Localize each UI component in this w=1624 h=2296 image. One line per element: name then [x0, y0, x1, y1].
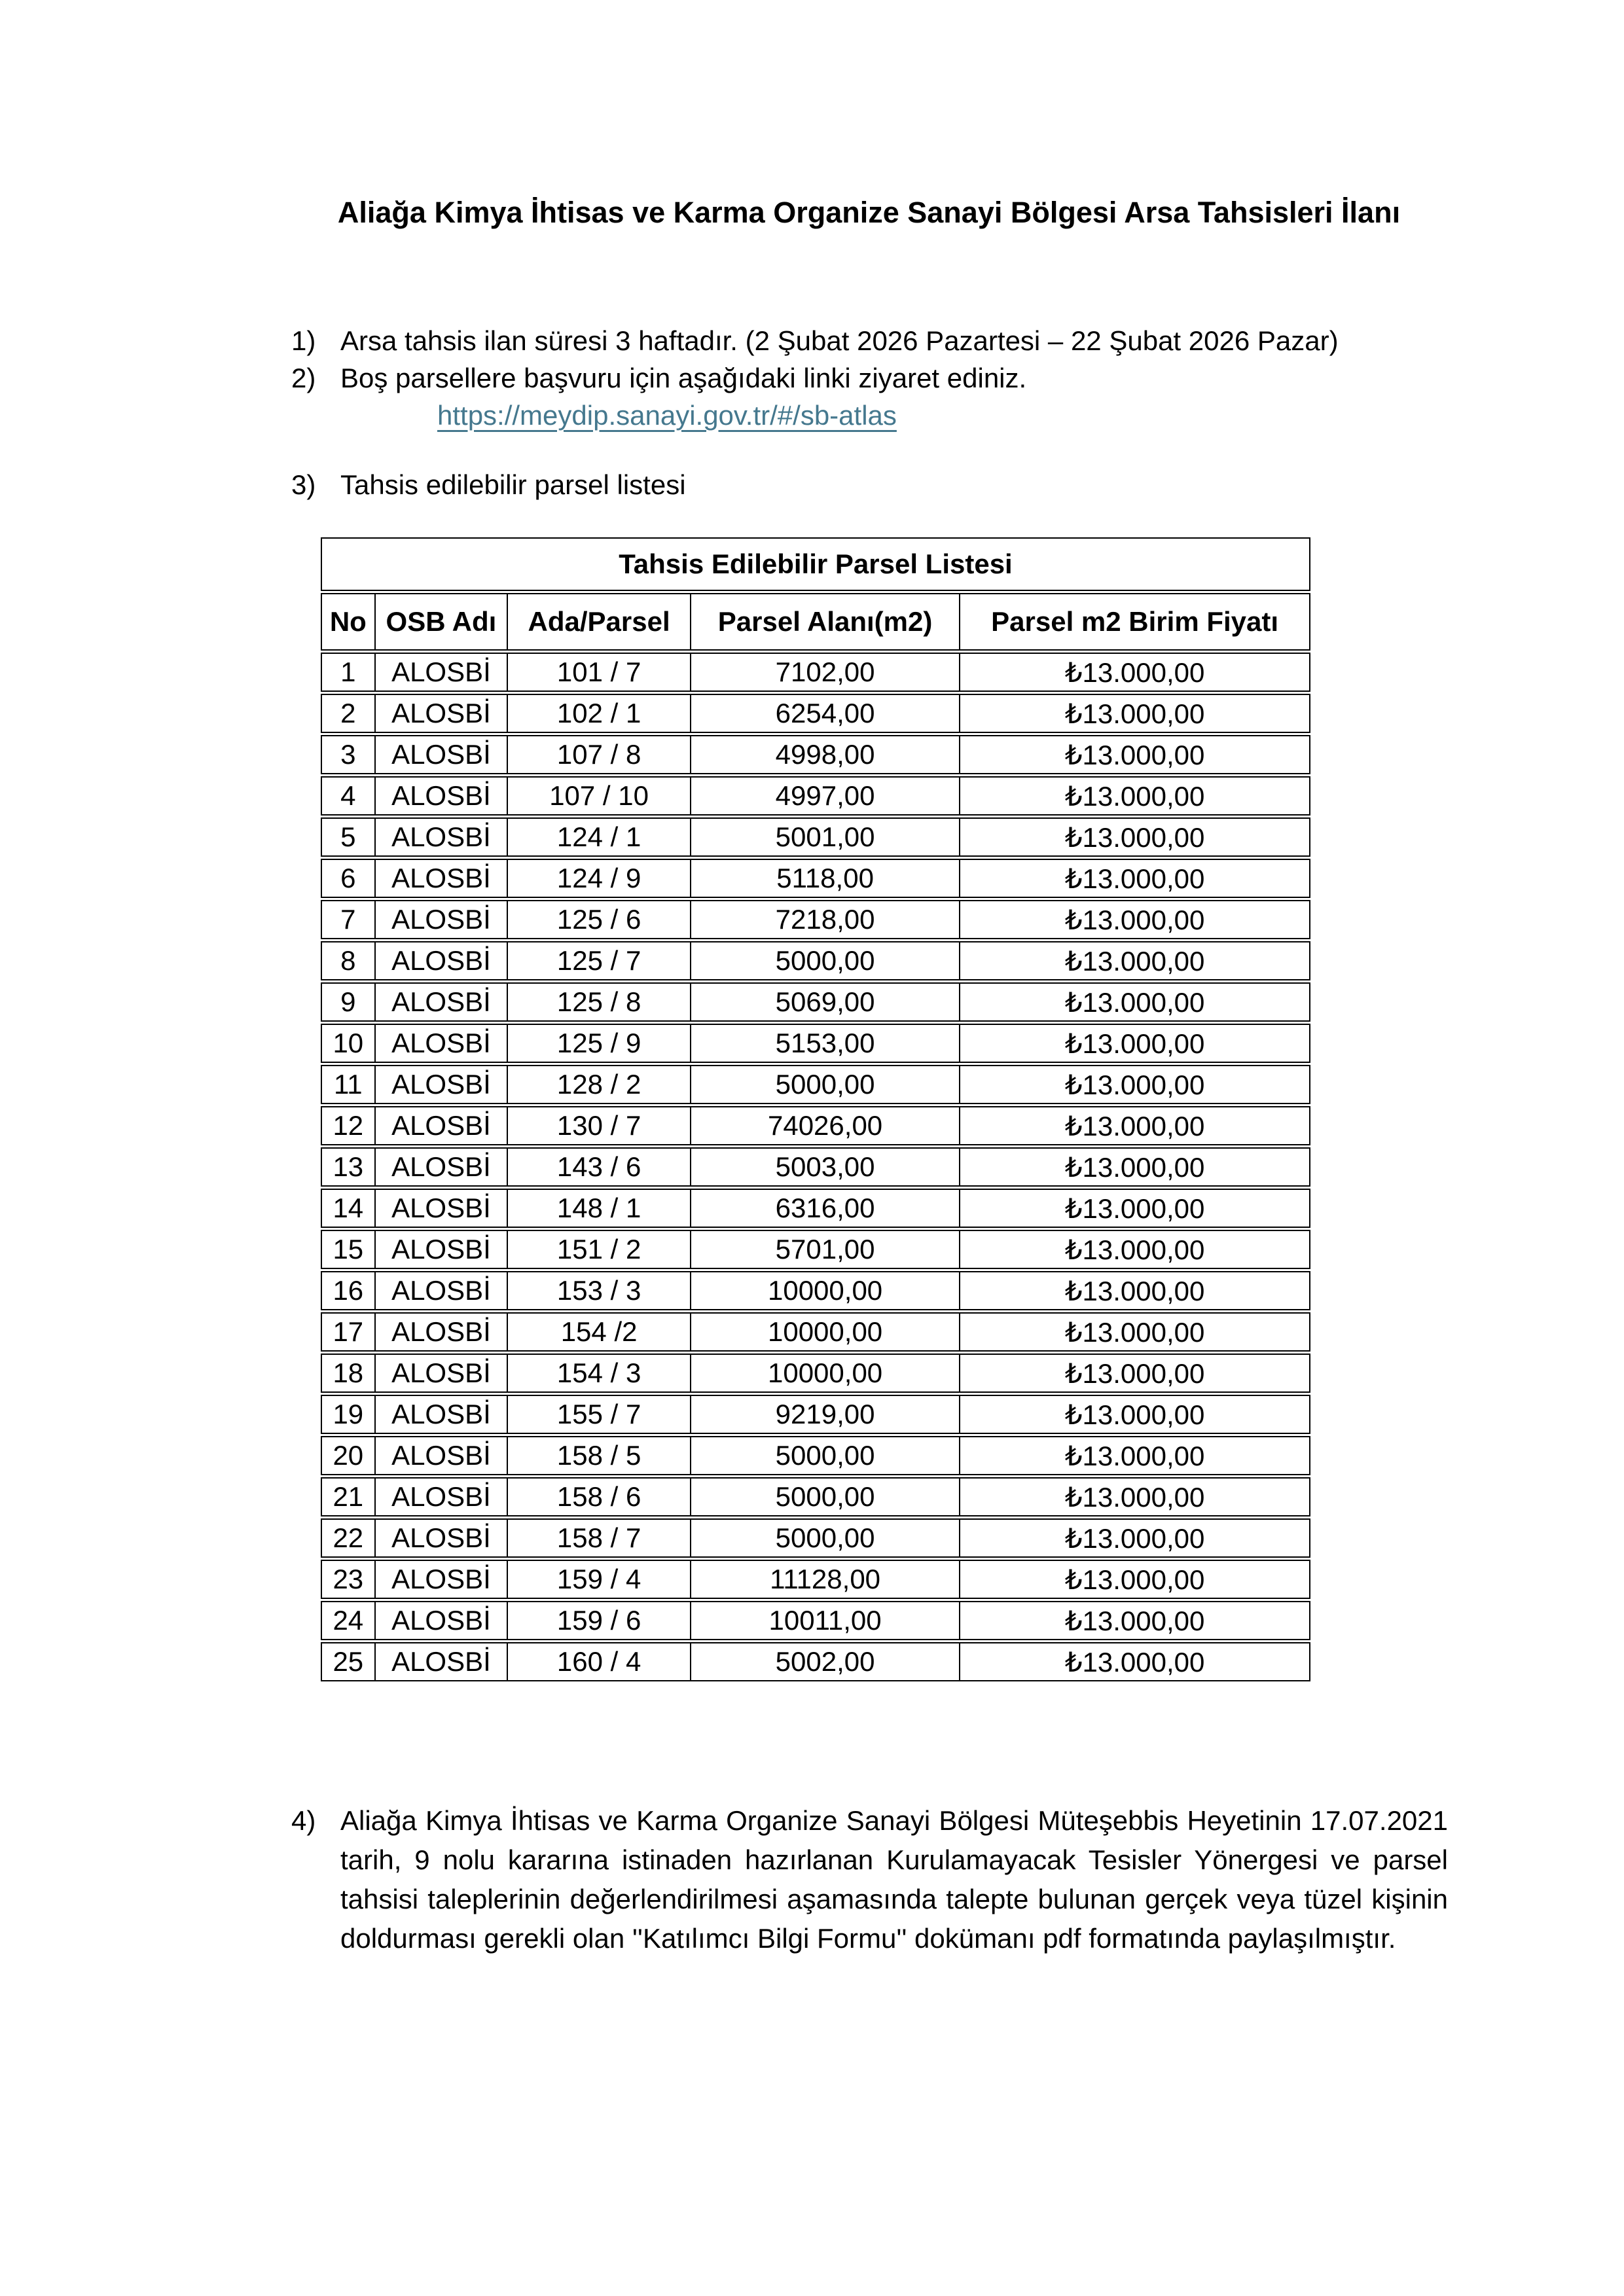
header-no: No [321, 593, 374, 651]
table-row [321, 941, 1310, 980]
cell-alan: 5000,00 [690, 1436, 959, 1475]
cell-alan: 5000,00 [690, 941, 959, 980]
cell-alan: 4998,00 [690, 735, 959, 774]
cell-ada: 158 / 5 [507, 1436, 690, 1475]
cell-no: 4 [321, 776, 374, 816]
cell-alan: 4997,00 [690, 776, 959, 816]
cell-osb: ALOSBİ [374, 776, 507, 816]
cell-osb: ALOSBİ [374, 941, 507, 980]
cell-osb: ALOSBİ [374, 735, 507, 774]
cell-fiyat: ₺13.000,00 [959, 1477, 1310, 1516]
cell-alan: 11128,00 [690, 1560, 959, 1599]
cell-fiyat: ₺13.000,00 [959, 653, 1310, 692]
cell-fiyat: ₺13.000,00 [959, 1147, 1310, 1187]
cell-fiyat: ₺13.000,00 [959, 941, 1310, 980]
header-parsel-alani: Parsel Alanı(m2) [690, 593, 959, 651]
cell-ada: 107 / 8 [507, 735, 690, 774]
cell-alan: 10011,00 [690, 1601, 959, 1640]
table-row [321, 1560, 1310, 1599]
cell-fiyat: ₺13.000,00 [959, 900, 1310, 939]
cell-osb: ALOSBİ [374, 1189, 507, 1228]
cell-no: 25 [321, 1642, 374, 1681]
header-osb-adi: OSB Adı [374, 593, 507, 651]
cell-alan: 7102,00 [690, 653, 959, 692]
cell-osb: ALOSBİ [374, 1601, 507, 1640]
table-row [321, 982, 1310, 1022]
cell-ada: 128 / 2 [507, 1065, 690, 1104]
cell-osb: ALOSBİ [374, 1106, 507, 1145]
cell-osb: ALOSBİ [374, 1024, 507, 1063]
cell-fiyat: ₺13.000,00 [959, 1271, 1310, 1310]
cell-no: 16 [321, 1271, 374, 1310]
table-row [321, 1518, 1310, 1558]
header-birim-fiyati: Parsel m2 Birim Fiyatı [959, 593, 1310, 651]
table-row [321, 1642, 1310, 1681]
cell-alan: 7218,00 [690, 900, 959, 939]
cell-ada: 148 / 1 [507, 1189, 690, 1228]
cell-fiyat: ₺13.000,00 [959, 1642, 1310, 1681]
cell-ada: 124 / 9 [507, 859, 690, 898]
list-item-3 [291, 466, 1448, 503]
list-item-4 [291, 1801, 1448, 1958]
cell-osb: ALOSBİ [374, 1147, 507, 1187]
table-row [321, 1312, 1310, 1352]
cell-alan: 5000,00 [690, 1477, 959, 1516]
cell-osb: ALOSBİ [374, 653, 507, 692]
cell-ada: 107 / 10 [507, 776, 690, 816]
cell-no: 23 [321, 1560, 374, 1599]
list-item-1-text: Arsa tahsis ilan süresi 3 haftadır. (2 Şubat 2026 Pazartesi – 22 Şubat 2026 Pazar) [340, 325, 1339, 356]
cell-alan: 5153,00 [690, 1024, 959, 1063]
table-header-row [321, 593, 1310, 651]
cell-no: 8 [321, 941, 374, 980]
application-link[interactable]: https://meydip.sanayi.gov.tr/#/sb-atlas [437, 400, 897, 431]
cell-no: 9 [321, 982, 374, 1022]
table-row [321, 1106, 1310, 1145]
cell-no: 1 [321, 653, 374, 692]
table-row [321, 735, 1310, 774]
cell-fiyat: ₺13.000,00 [959, 1354, 1310, 1393]
cell-alan: 5001,00 [690, 817, 959, 857]
cell-fiyat: ₺13.000,00 [959, 1560, 1310, 1599]
cell-no: 20 [321, 1436, 374, 1475]
cell-ada: 102 / 1 [507, 694, 690, 733]
cell-no: 14 [321, 1189, 374, 1228]
table-row [321, 900, 1310, 939]
cell-ada: 158 / 6 [507, 1477, 690, 1516]
cell-osb: ALOSBİ [374, 694, 507, 733]
cell-alan: 10000,00 [690, 1312, 959, 1352]
parcel-table-container [321, 535, 1310, 1683]
table-row [321, 1024, 1310, 1063]
cell-fiyat: ₺13.000,00 [959, 1189, 1310, 1228]
cell-fiyat: ₺13.000,00 [959, 1436, 1310, 1475]
table-row [321, 694, 1310, 733]
cell-ada: 154 / 3 [507, 1354, 690, 1393]
cell-osb: ALOSBİ [374, 982, 507, 1022]
table-title: Tahsis Edilebilir Parsel Listesi [321, 537, 1310, 591]
list-item-2-number: 2) [291, 363, 316, 393]
cell-osb: ALOSBİ [374, 1230, 507, 1269]
table-title-row [321, 537, 1310, 591]
cell-ada: 125 / 8 [507, 982, 690, 1022]
cell-ada: 101 / 7 [507, 653, 690, 692]
table-row [321, 1230, 1310, 1269]
table-row [321, 1065, 1310, 1104]
cell-alan: 6254,00 [690, 694, 959, 733]
cell-no: 17 [321, 1312, 374, 1352]
cell-alan: 5003,00 [690, 1147, 959, 1187]
cell-osb: ALOSBİ [374, 1642, 507, 1681]
cell-ada: 154 /2 [507, 1312, 690, 1352]
cell-alan: 74026,00 [690, 1106, 959, 1145]
cell-osb: ALOSBİ [374, 1560, 507, 1599]
cell-fiyat: ₺13.000,00 [959, 817, 1310, 857]
table-row [321, 1601, 1310, 1640]
cell-no: 15 [321, 1230, 374, 1269]
cell-osb: ALOSBİ [374, 859, 507, 898]
cell-ada: 130 / 7 [507, 1106, 690, 1145]
cell-osb: ALOSBİ [374, 1477, 507, 1516]
cell-osb: ALOSBİ [374, 1312, 507, 1352]
list-item-2 [291, 359, 1448, 397]
cell-fiyat: ₺13.000,00 [959, 982, 1310, 1022]
cell-fiyat: ₺13.000,00 [959, 1518, 1310, 1558]
cell-ada: 159 / 4 [507, 1560, 690, 1599]
page-title: Aliağa Kimya İhtisas ve Karma Organize Sanayi Bölgesi Arsa Tahsisleri İlanı [337, 196, 1401, 229]
cell-fiyat: ₺13.000,00 [959, 776, 1310, 816]
cell-ada: 159 / 6 [507, 1601, 690, 1640]
table-row [321, 1189, 1310, 1228]
cell-alan: 5000,00 [690, 1518, 959, 1558]
cell-no: 11 [321, 1065, 374, 1104]
cell-ada: 124 / 1 [507, 817, 690, 857]
cell-ada: 125 / 7 [507, 941, 690, 980]
parcel-table [321, 535, 1310, 1683]
cell-alan: 5002,00 [690, 1642, 959, 1681]
cell-alan: 5118,00 [690, 859, 959, 898]
cell-no: 21 [321, 1477, 374, 1516]
cell-ada: 153 / 3 [507, 1271, 690, 1310]
table-row [321, 859, 1310, 898]
cell-no: 24 [321, 1601, 374, 1640]
table-row [321, 1271, 1310, 1310]
cell-fiyat: ₺13.000,00 [959, 1106, 1310, 1145]
application-link-line [437, 397, 897, 434]
cell-osb: ALOSBİ [374, 1271, 507, 1310]
cell-no: 3 [321, 735, 374, 774]
cell-ada: 125 / 9 [507, 1024, 690, 1063]
cell-no: 12 [321, 1106, 374, 1145]
cell-no: 6 [321, 859, 374, 898]
table-row [321, 1436, 1310, 1475]
parcel-table-body [321, 653, 1310, 1681]
list-item-3-text: Tahsis edilebilir parsel listesi [340, 469, 686, 500]
cell-no: 18 [321, 1354, 374, 1393]
cell-alan: 9219,00 [690, 1395, 959, 1434]
cell-ada: 155 / 7 [507, 1395, 690, 1434]
cell-osb: ALOSBİ [374, 817, 507, 857]
cell-no: 10 [321, 1024, 374, 1063]
cell-no: 2 [321, 694, 374, 733]
cell-alan: 5000,00 [690, 1065, 959, 1104]
cell-ada: 143 / 6 [507, 1147, 690, 1187]
table-row [321, 1147, 1310, 1187]
cell-fiyat: ₺13.000,00 [959, 1312, 1310, 1352]
table-row [321, 1395, 1310, 1434]
cell-no: 7 [321, 900, 374, 939]
cell-osb: ALOSBİ [374, 1354, 507, 1393]
list-item-4-number: 4) [291, 1805, 316, 1836]
cell-fiyat: ₺13.000,00 [959, 694, 1310, 733]
cell-fiyat: ₺13.000,00 [959, 1230, 1310, 1269]
cell-no: 22 [321, 1518, 374, 1558]
cell-alan: 5069,00 [690, 982, 959, 1022]
table-row [321, 1354, 1310, 1393]
cell-fiyat: ₺13.000,00 [959, 1601, 1310, 1640]
cell-alan: 5701,00 [690, 1230, 959, 1269]
list-item-4-text: Aliağa Kimya İhtisas ve Karma Organize Sanayi Bölgesi Müteşebbis Heyetinin 17.07.2021 tarih, 9 nolu kararına istinaden hazırlanan Kurulamayacak Tesisler Yönergesi ve parsel tahsisi taleplerinin değerlendirilmesi aşamasında talepte bulunan gerçek veya tüzel kişinin doldurması gerekli olan ''Katılımcı Bilgi Formu'' dokümanı pdf formatında paylaşılmıştır. [340, 1805, 1448, 1954]
cell-alan: 10000,00 [690, 1354, 959, 1393]
cell-osb: ALOSBİ [374, 1436, 507, 1475]
list-item-1-number: 1) [291, 325, 316, 356]
cell-alan: 10000,00 [690, 1271, 959, 1310]
cell-alan: 6316,00 [690, 1189, 959, 1228]
cell-fiyat: ₺13.000,00 [959, 859, 1310, 898]
cell-osb: ALOSBİ [374, 1395, 507, 1434]
cell-osb: ALOSBİ [374, 1518, 507, 1558]
cell-no: 13 [321, 1147, 374, 1187]
list-item-3-number: 3) [291, 469, 316, 500]
table-row [321, 817, 1310, 857]
cell-osb: ALOSBİ [374, 900, 507, 939]
header-ada-parsel: Ada/Parsel [507, 593, 690, 651]
table-row [321, 776, 1310, 816]
cell-fiyat: ₺13.000,00 [959, 1395, 1310, 1434]
cell-ada: 125 / 6 [507, 900, 690, 939]
table-row [321, 1477, 1310, 1516]
cell-no: 19 [321, 1395, 374, 1434]
table-row [321, 653, 1310, 692]
list-item-1 [291, 322, 1448, 359]
cell-ada: 158 / 7 [507, 1518, 690, 1558]
cell-fiyat: ₺13.000,00 [959, 1065, 1310, 1104]
cell-fiyat: ₺13.000,00 [959, 735, 1310, 774]
cell-ada: 151 / 2 [507, 1230, 690, 1269]
cell-ada: 160 / 4 [507, 1642, 690, 1681]
cell-osb: ALOSBİ [374, 1065, 507, 1104]
cell-fiyat: ₺13.000,00 [959, 1024, 1310, 1063]
list-item-2-text: Boş parsellere başvuru için aşağıdaki linki ziyaret ediniz. [340, 363, 1027, 393]
cell-no: 5 [321, 817, 374, 857]
